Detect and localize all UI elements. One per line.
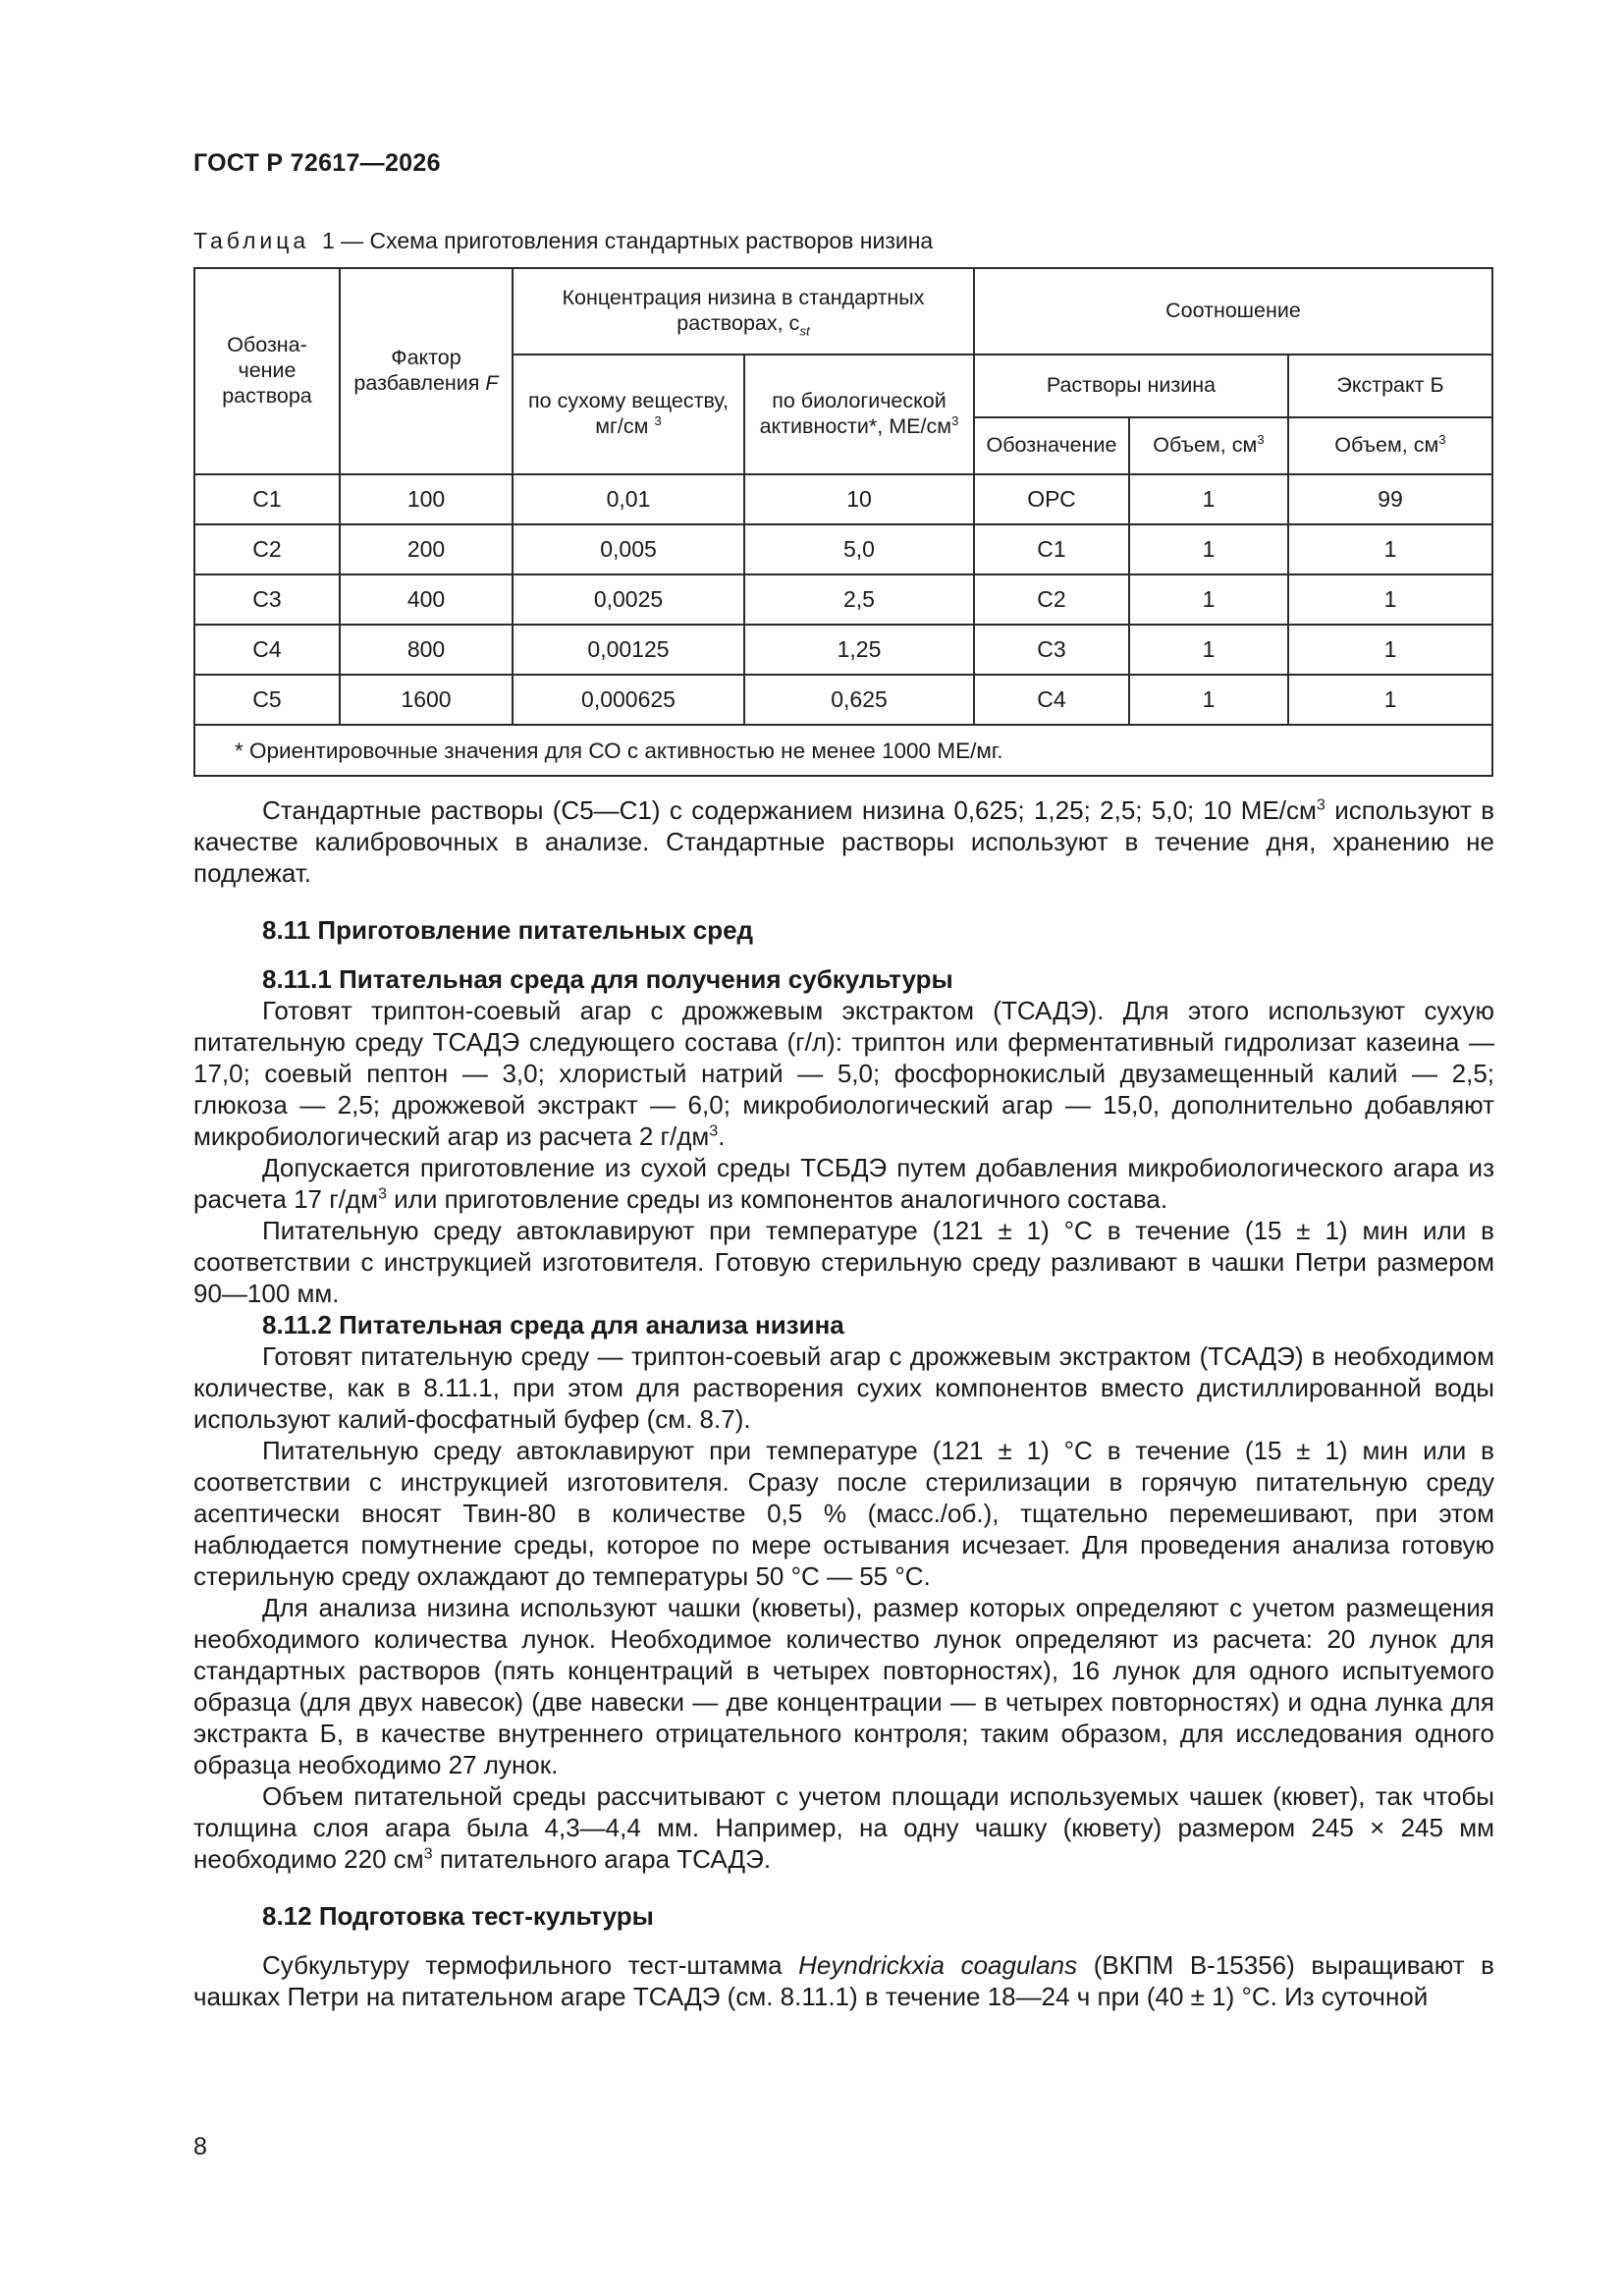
cell-dry: 0,00125 — [513, 625, 744, 675]
body-text — [193, 794, 1494, 2012]
section-heading-8-12: 8.12 Подготовка тест-культуры — [262, 1901, 654, 1931]
cell-dry: 0,01 — [513, 474, 744, 524]
cell-name: С3 — [194, 574, 340, 625]
table-caption-prefix: Таблица — [193, 228, 310, 253]
cell-src: С1 — [974, 524, 1129, 574]
cell-name: С4 — [194, 625, 340, 675]
paragraph: Питательную среду автоклавируют при температуре (121 ± 1) °С в течение (15 ± 1) мин или в соответствии с инструкцией изготовителя. Сразу после стерилизации в горячую питательную среду асептически вносят Твин-80 в количестве 0,5 % (масс./об.), тщательно перемешивают, при этом наблюдается помутнение среды, которое по мере остывания исчезает. Для проведения анализа готовую стерильную среду охлаждают до температуры 50 °С — 55 °С. — [193, 1436, 1494, 1591]
table-row — [194, 524, 1492, 574]
paragraph: Готовят триптон-соевый агар с дрожжевым экстрактом (ТСАДЭ). Для этого используют сухую питательную среду ТСАДЭ следующего состава (г/л): триптон или ферментативный гидролизат казеина — 17,0; соевый пептон — 3,0; хлористый натрий — 5,0; фосфорнокислый двузамещенный калий — 2,5; глюкоза — 2,5; дрожжевой экстракт — 6,0; микробиологический агар — 15,0, дополнительно добавляют микробиологический агар из расчета 2 $г/дм^3$. — [193, 996, 1494, 1151]
cell-dry: 0,0025 — [513, 574, 744, 625]
header-dry-matter: по сухому веществу, мг/см $^3$ — [513, 355, 744, 474]
cell-src: ОРС — [974, 474, 1129, 524]
header-designation: Обозна-чение раствора — [194, 268, 340, 474]
cell-bio: 0,625 — [744, 675, 974, 725]
paragraph: Объем питательной среды рассчитывают с учетом площади используемых чашек (кювет), так чтобы толщина слоя агара была 4,3—4,4 мм. Например, на одну чашку (кювету) размером 245 × 245 мм необходимо 220 $см^3$ питательного агара ТСАДЭ. — [193, 1781, 1494, 1874]
section-heading-8-11-2: 8.11.2 Питательная среда для анализа низина — [262, 1310, 844, 1339]
table-caption — [193, 228, 933, 254]
cell-bio: 5,0 — [744, 524, 974, 574]
cell-src: С2 — [974, 574, 1129, 625]
paragraph: Для анализа низина используют чашки (кюветы), размер которых определяют с учетом размещения необходимого количества лунок. Необходимое количество лунок определяют из расчета: 20 лунок для стандартных растворов (пять концентраций в четырех повторностях), 16 лунок для одного испытуемого образца (для двух навесок) (две навески — две концентрации — в четырех повторностях) и одна лунка для экстракта Б, в качестве внутреннего отрицательного контроля; таким образом, для исследования одного образца необходимо 27 лунок. — [193, 1593, 1494, 1779]
cell-ext: 1 — [1288, 574, 1492, 625]
table-row — [194, 574, 1492, 625]
cell-factor: 1600 — [340, 675, 513, 725]
paragraph: Субкультуру термофильного тест-штамма Heyndrickxia coagulans (ВКПМ В-15356) выращивают в чашках Петри на питательном агаре ТСАДЭ (см. 8.11.1) в течение 18—24 ч при (40 ± 1) °С. Из суточной — [193, 1950, 1494, 2011]
cell-ext: 99 — [1288, 474, 1492, 524]
header-concentration: Концентрация низина в стандартных растворах, $c_{st}$ — [513, 268, 974, 355]
cell-vol: 1 — [1129, 625, 1288, 675]
header-factor: Фактор разбавления F — [340, 268, 513, 474]
table-caption-text: 1 — Схема приготовления стандартных растворов низина — [321, 228, 934, 253]
cell-dry: 0,005 — [513, 524, 744, 574]
table-row — [194, 474, 1492, 524]
cell-name: С1 — [194, 474, 340, 524]
cell-dry: 0,000625 — [513, 675, 744, 725]
paragraph: Допускается приготовление из сухой среды ТСБДЭ путем добавления микробиологического агара из расчета 17 $г/дм^3$ или приготовление среды из компонентов аналогичного состава. — [193, 1153, 1494, 1214]
header-extract-b: Экстракт Б — [1288, 355, 1492, 417]
cell-ext: 1 — [1288, 625, 1492, 675]
cell-vol: 1 — [1129, 474, 1288, 524]
cell-vol: 1 — [1129, 524, 1288, 574]
document-header: ГОСТ Р 72617—2026 — [193, 149, 441, 177]
cell-factor: 100 — [340, 474, 513, 524]
cell-ext: 1 — [1288, 524, 1492, 574]
section-heading-8-11-1: 8.11.1 Питательная среда для получения субкультуры — [262, 964, 953, 994]
cell-vol: 1 — [1129, 675, 1288, 725]
header-nisin-solutions: Растворы низина — [974, 355, 1288, 417]
nisin-solutions-table — [193, 267, 1493, 777]
table-row — [194, 675, 1492, 725]
cell-bio: 1,25 — [744, 625, 974, 675]
cell-factor: 400 — [340, 574, 513, 625]
cell-factor: 200 — [340, 524, 513, 574]
header-bio-activity: по биологической активности*, $МЕ/см^3$ — [744, 355, 974, 474]
header-volume-extract: Объем, $см^3$ — [1288, 417, 1492, 474]
cell-vol: 1 — [1129, 574, 1288, 625]
header-ratio: Соотношение — [974, 268, 1492, 355]
paragraph: Стандартные растворы (С5—С1) с содержанием низина 0,625; 1,25; 2,5; 5,0; 10 $МЕ/см^3$ используют в качестве калибровочных в анализе. Стандартные растворы используют в течение дня, хранению не подлежат. — [193, 795, 1495, 888]
cell-bio: 10 — [744, 474, 974, 524]
table-row — [194, 625, 1492, 675]
header-sub-designation: Обозначение — [974, 417, 1129, 474]
section-heading-8-11: 8.11 Приготовление питательных сред — [262, 915, 754, 945]
cell-ext: 1 — [1288, 675, 1492, 725]
cell-bio: 2,5 — [744, 574, 974, 625]
cell-src: С4 — [974, 675, 1129, 725]
paragraph: Питательную среду автоклавируют при температуре (121 ± 1) °С в течение (15 ± 1) мин или в соответствии с инструкцией изготовителя. Готовую стерильную среду разливают в чашки Петри размером 90—100 мм. — [193, 1216, 1494, 1308]
cell-name: С2 — [194, 524, 340, 574]
cell-src: С3 — [974, 625, 1129, 675]
table-footnote: * Ориентировочные значения для СО с активностью не менее 1000 МЕ/мг. — [194, 725, 1492, 776]
cell-factor: 800 — [340, 625, 513, 675]
paragraph: Готовят питательную среду — триптон-соевый агар с дрожжевым экстрактом (ТСАДЭ) в необходимом количестве, как в 8.11.1, при этом для растворения сухих компонентов вместо дистиллированной воды используют калий-фосфатный буфер (см. 8.7). — [193, 1341, 1494, 1434]
page-number: 8 — [193, 2133, 207, 2160]
header-volume: Объем, $см^3$ — [1129, 417, 1288, 474]
cell-name: С5 — [194, 675, 340, 725]
